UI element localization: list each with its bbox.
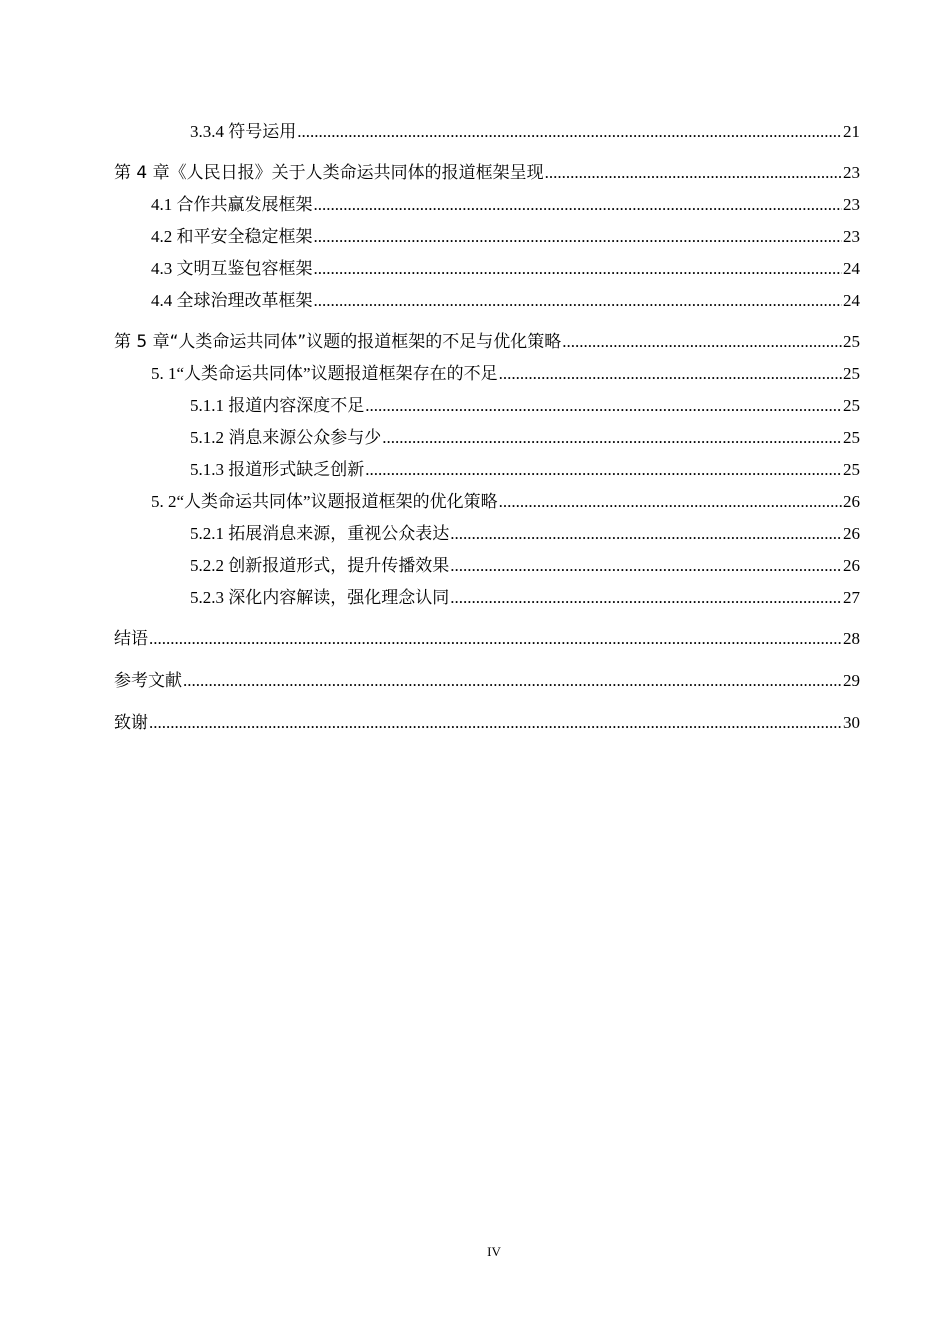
toc-entry[interactable] xyxy=(190,587,860,609)
toc-entry-page: 23 xyxy=(843,163,860,182)
toc-entry[interactable] xyxy=(151,258,860,280)
toc-leader-dots xyxy=(365,459,842,481)
toc-entry-label: 参考文献 xyxy=(114,671,182,691)
toc-entry-page: 25 xyxy=(843,428,860,447)
toc-entry-chapter[interactable] xyxy=(114,712,860,734)
toc-entry[interactable] xyxy=(151,194,860,216)
toc-entry[interactable] xyxy=(190,395,860,417)
toc-leader-dots xyxy=(365,395,842,417)
toc-leader-dots xyxy=(314,194,843,216)
toc-leader-dots xyxy=(499,363,842,385)
toc-entry[interactable] xyxy=(190,555,860,577)
toc-entry-label: 致谢 xyxy=(114,713,148,733)
toc-entry-chapter[interactable] xyxy=(114,628,860,650)
toc-entry-page: 23 xyxy=(843,195,860,214)
toc-entry-page: 26 xyxy=(843,524,860,543)
toc-entry-page: 24 xyxy=(843,291,860,310)
toc-entry-page: 26 xyxy=(843,556,860,575)
toc-entry-label: 5.1.1 报道内容深度不足 xyxy=(190,396,365,415)
toc-entry-label: 4.1 合作共赢发展框架 xyxy=(151,195,313,214)
toc-entry[interactable] xyxy=(151,226,860,248)
toc-entry-page: 29 xyxy=(843,671,860,690)
toc-entry[interactable] xyxy=(151,290,860,312)
toc-entry-label: 第 5 章“人类命运共同体”议题的报道框架的不足与优化策略 xyxy=(114,332,562,352)
toc-leader-dots xyxy=(562,331,842,353)
toc-entry-page: 24 xyxy=(843,259,860,278)
toc-entry-label: 5. 1“人类命运共同体”议题报道框架存在的不足 xyxy=(151,364,498,383)
toc-entry-chapter[interactable] xyxy=(114,162,860,184)
toc-entry[interactable] xyxy=(190,459,860,481)
toc-entry-page: 25 xyxy=(843,332,860,351)
toc-entry-page: 26 xyxy=(843,492,860,511)
toc-leader-dots xyxy=(297,121,842,143)
toc-entry-page: 28 xyxy=(843,629,860,648)
toc-leader-dots xyxy=(314,290,843,312)
toc-entry-label: 3.3.4 符号运用 xyxy=(190,122,297,141)
toc-entry[interactable] xyxy=(151,363,860,385)
toc-entry-label: 结语 xyxy=(114,629,148,649)
toc-leader-dots xyxy=(450,587,842,609)
toc-entry-page: 25 xyxy=(843,460,860,479)
toc-entry-label: 5.1.2 消息来源公众参与少 xyxy=(190,428,382,447)
toc-entry[interactable] xyxy=(190,427,860,449)
toc-entry-page: 25 xyxy=(843,396,860,415)
toc-leader-dots xyxy=(149,628,842,650)
toc-entry-label: 5.1.3 报道形式缺乏创新 xyxy=(190,460,365,479)
toc-entry-page: 21 xyxy=(843,122,860,141)
toc-leader-dots xyxy=(382,427,842,449)
toc-leader-dots xyxy=(314,258,843,280)
toc-entry-label: 5.2.2 创新报道形式，提升传播效果 xyxy=(190,556,450,575)
toc-entry-label: 4.2 和平安全稳定框架 xyxy=(151,227,313,246)
toc-entry[interactable] xyxy=(151,491,860,513)
toc-leader-dots xyxy=(499,491,842,513)
toc-entry-label: 5.2.3 深化内容解读，强化理念认同 xyxy=(190,588,450,607)
toc-entry-chapter[interactable] xyxy=(114,331,860,353)
toc-entry-page: 25 xyxy=(843,364,860,383)
toc-entry[interactable] xyxy=(190,121,860,143)
toc-entry-page: 30 xyxy=(843,713,860,732)
toc-leader-dots xyxy=(183,670,842,692)
toc-entry-label: 5.2.1 拓展消息来源，重视公众表达 xyxy=(190,524,450,543)
toc-entry-label: 5. 2“人类命运共同体”议题报道框架的优化策略 xyxy=(151,492,498,511)
toc-leader-dots xyxy=(450,523,842,545)
toc-leader-dots xyxy=(450,555,842,577)
toc-leader-dots xyxy=(545,162,842,184)
page-number: IV xyxy=(487,1244,501,1259)
toc-leader-dots xyxy=(314,226,843,248)
toc-entry-page: 23 xyxy=(843,227,860,246)
toc-leader-dots xyxy=(149,712,842,734)
toc-entry[interactable] xyxy=(190,523,860,545)
toc-entry-page: 27 xyxy=(843,588,860,607)
toc-entry-label: 第 4 章《人民日报》关于人类命运共同体的报道框架呈现 xyxy=(114,163,544,183)
toc-entry-chapter[interactable] xyxy=(114,670,860,692)
toc-entry-label: 4.4 全球治理改革框架 xyxy=(151,291,313,310)
toc-entry-label: 4.3 文明互鉴包容框架 xyxy=(151,259,313,278)
